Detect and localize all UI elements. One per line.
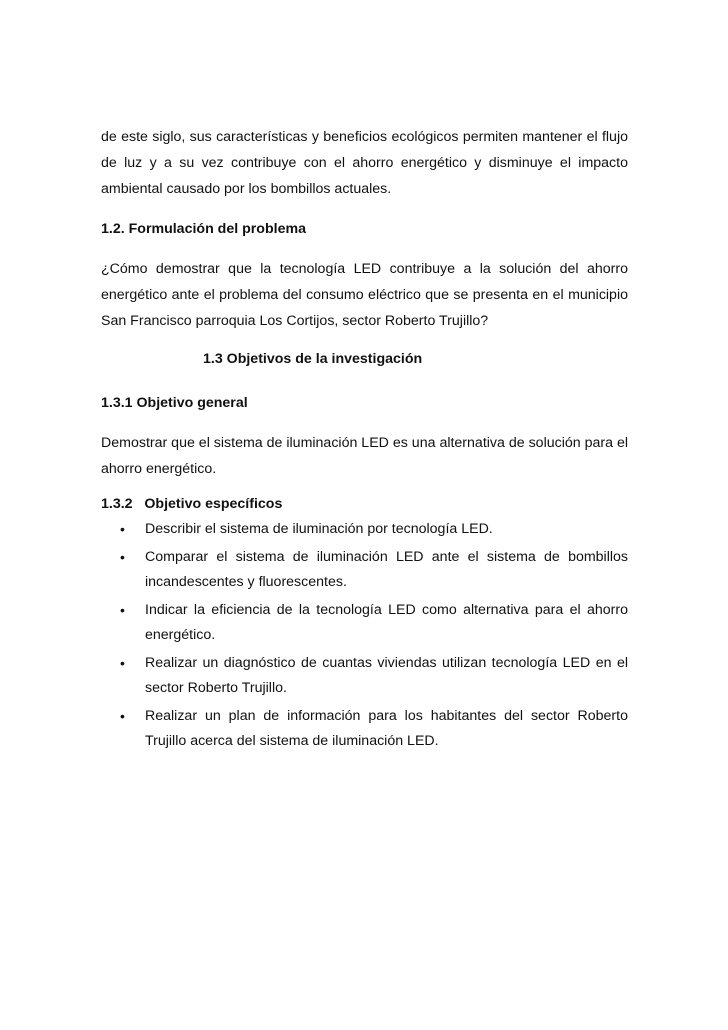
general-objective-text: Demostrar que el sistema de iluminación LED es una alternativa de solución para el ahorro energético. — [101, 435, 628, 477]
bullet-icon: • — [120, 521, 125, 537]
list-item — [101, 517, 628, 542]
section-1-3-title: 1.3 Objetivos de la investigación — [203, 351, 423, 367]
bullet-icon: • — [120, 655, 125, 671]
bullet-icon: • — [120, 549, 125, 565]
list-item-text: Describir el sistema de iluminación por tecnología LED. — [145, 521, 493, 537]
list-item-text: Realizar un plan de información para los habitantes del sector Roberto Trujillo acerca del sistema de iluminación LED. — [145, 708, 628, 749]
bullet-icon: • — [120, 708, 125, 724]
list-item — [101, 704, 628, 754]
list-item-text: Realizar un diagnóstico de cuantas viviendas utilizan tecnología LED en el sector Roberto Trujillo. — [145, 655, 628, 696]
list-item — [101, 545, 628, 595]
list-item — [101, 651, 628, 701]
specific-objectives-list — [101, 517, 628, 757]
problem-statement: ¿Cómo demostrar que la tecnología LED contribuye a la solución del ahorro energético ante el problema del consumo eléctrico que se presenta en el municipio San Francisco parroquia Los Cortijos, sector Roberto Trujillo? — [101, 261, 628, 329]
bullet-icon: • — [120, 602, 125, 618]
section-1-3-2-title: 1.3.2 Objetivo específicos — [101, 496, 283, 512]
list-item-text: Indicar la eficiencia de la tecnología LED como alternativa para el ahorro energético. — [145, 602, 628, 643]
section-1-2-title: 1.2. Formulación del problema — [101, 221, 306, 237]
list-item — [101, 598, 628, 648]
list-item-text: Comparar el sistema de iluminación LED ante el sistema de bombillos incandescentes y fluorescentes. — [145, 549, 628, 590]
intro-paragraph: de este siglo, sus características y beneficios ecológicos permiten mantener el flujo de luz y a su vez contribuye con el ahorro energético y disminuye el impacto ambiental causado por los bombillos actuales. — [101, 129, 628, 197]
section-1-3-1-title: 1.3.1 Objetivo general — [101, 395, 248, 411]
